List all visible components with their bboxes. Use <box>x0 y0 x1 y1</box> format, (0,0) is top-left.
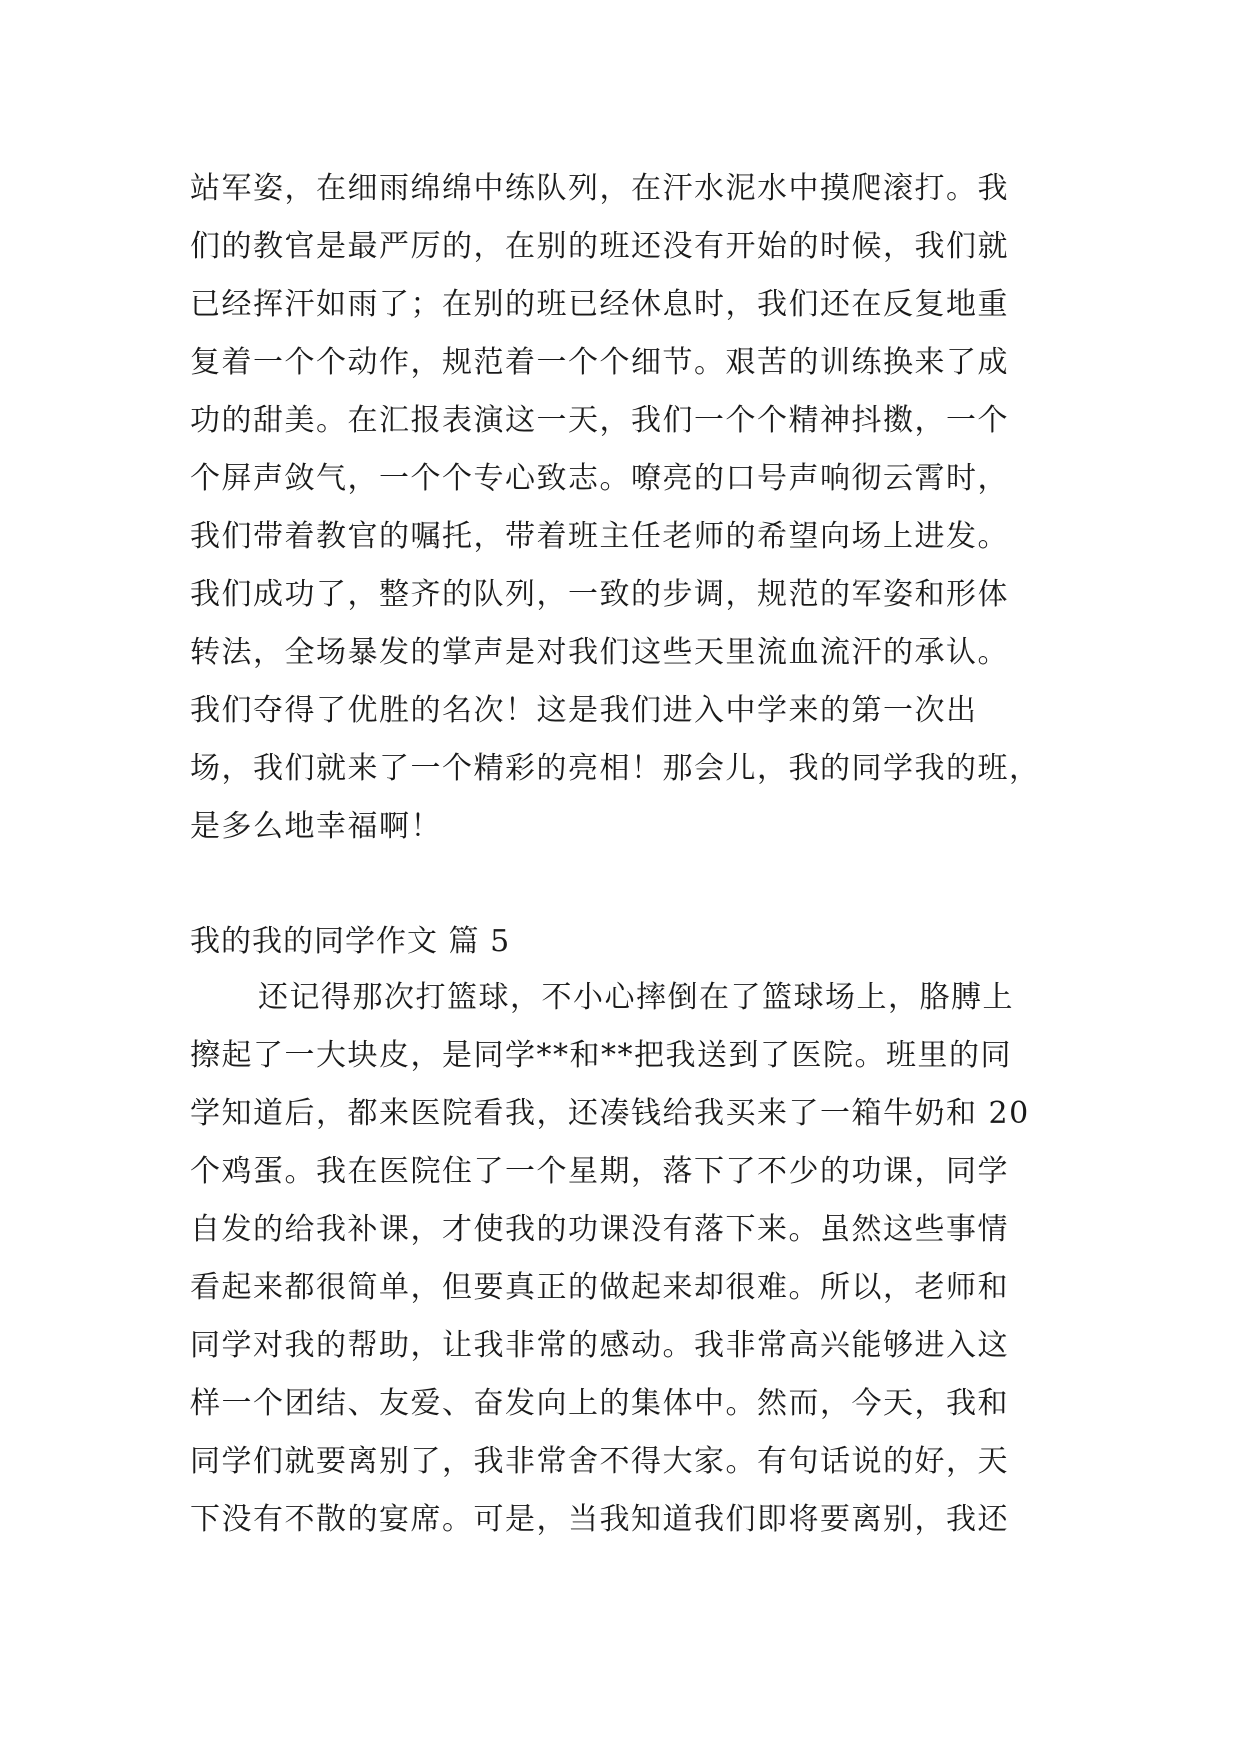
text-line: 站军姿，在细雨绵绵中练队列，在汗水泥水中摸爬滚打。我 <box>190 171 1009 206</box>
paragraph-top <box>190 160 1070 856</box>
text-line: 样一个团结、友爱、奋发向上的集体中。然而，今天，我和 <box>190 1386 1009 1421</box>
text-line: 是多么地幸福啊！ <box>190 809 442 844</box>
text-line: 自发的给我补课，才使我的功课没有落下来。虽然这些事情 <box>190 1212 1009 1247</box>
text-line: 擦起了一大块皮，是同学**和**把我送到了医院。班里的同 <box>190 1038 1012 1073</box>
paragraph-bottom <box>190 969 1070 1549</box>
text-line: 个鸡蛋。我在医院住了一个星期，落下了不少的功课，同学 <box>190 1154 1009 1189</box>
text-line: 同学对我的帮助，让我非常的感动。我非常高兴能够进入这 <box>190 1328 1009 1363</box>
text-line: 已经挥汗如雨了；在别的班已经休息时，我们还在反复地重 <box>190 287 1009 322</box>
text-line: 场，我们就来了一个精彩的亮相！那会儿，我的同学我的班， <box>190 751 1041 786</box>
text-line: 我们夺得了优胜的名次！这是我们进入中学来的第一次出 <box>190 693 978 728</box>
text-line: 我们成功了，整齐的队列，一致的步调，规范的军姿和形体 <box>190 577 1009 612</box>
section-heading: 我的我的同学作文 篇 5 <box>190 924 511 959</box>
text-line: 们的教官是最严厉的，在别的班还没有开始的时候，我们就 <box>190 229 1009 264</box>
text-line: 转法，全场暴发的掌声是对我们这些天里流血流汗的承认。 <box>190 635 1009 670</box>
text-line: 复着一个个动作，规范着一个个细节。艰苦的训练换来了成 <box>190 345 1009 380</box>
text-line: 同学们就要离别了，我非常舍不得大家。有句话说的好，天 <box>190 1444 1009 1479</box>
text-line: 学知道后，都来医院看我，还凑钱给我买来了一箱牛奶和 20 <box>190 1096 1030 1131</box>
text-line: 个屏声敛气，一个个专心致志。嘹亮的口号声响彻云霄时， <box>190 461 1009 496</box>
text-line: 看起来都很简单，但要真正的做起来却很难。所以，老师和 <box>190 1270 1009 1305</box>
text-line: 还记得那次打篮球，不小心摔倒在了篮球场上，胳膊上 <box>258 980 1014 1015</box>
text-line: 我们带着教官的嘱托，带着班主任老师的希望向场上进发。 <box>190 519 1009 554</box>
text-line: 下没有不散的宴席。可是，当我知道我们即将要离别，我还 <box>190 1502 1009 1537</box>
text-line: 功的甜美。在汇报表演这一天，我们一个个精神抖擞，一个 <box>190 403 1009 438</box>
